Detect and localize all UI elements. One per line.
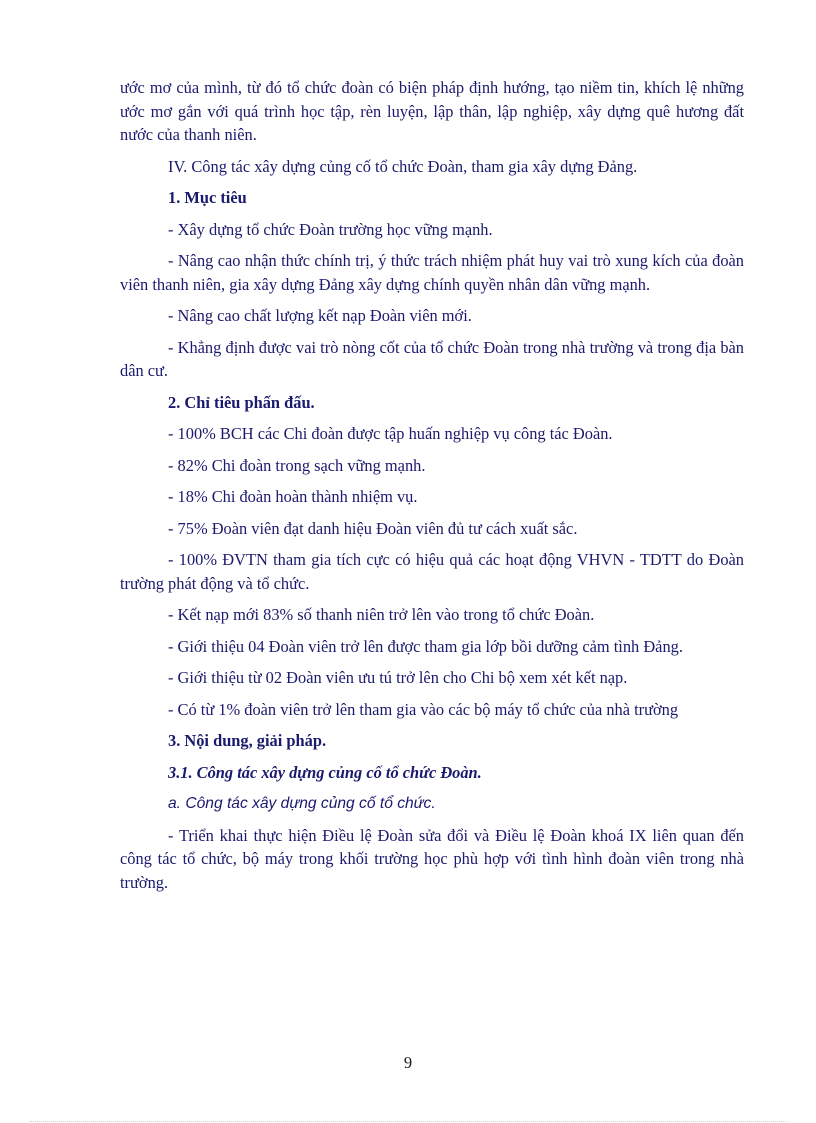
list-item: - 82% Chi đoàn trong sạch vững mạnh. [168,455,426,475]
list-item: - 100% BCH các Chi đoàn được tập huấn nghiệp vụ công tác Đoàn. [168,424,613,443]
paragraph-continuation: ước mơ của mình, từ đó tổ chức đoàn có biện pháp định hướng, tạo niềm tin, khích lệ những ước mơ gắn với quá trình học tập, rèn luyện, lập thân, lập nghiệp, xây dựng quê hương đất nước của thanh niên. [120,78,744,144]
heading-noi-dung: 3. Nội dung, giải pháp. [168,731,327,750]
list-item: - 75% Đoàn viên đạt danh hiệu Đoàn viên đủ tư cách xuất sắc. [168,518,578,538]
document-body [120,76,744,902]
list-item: - Nâng cao chất lượng kết nạp Đoàn viên mới. [168,306,472,325]
list-item: - 18% Chi đoàn hoàn thành nhiệm vụ. [168,487,418,506]
list-item: - Kết nạp mới 83% số thanh niên trở lên vào trong tổ chức Đoàn. [168,605,595,624]
list-item: - Giới thiệu 04 Đoàn viên trở lên được tham gia lớp bồi dưỡng cảm tình Đảng. [168,636,683,656]
subheading-a: a. Công tác xây dựng củng cố tổ chức. [168,795,436,812]
footer-divider [30,1121,786,1122]
list-item: - Xây dựng tổ chức Đoàn trường học vững mạnh. [168,219,493,239]
heading-chi-tieu: 2. Chỉ tiêu phấn đấu. [168,392,315,412]
heading-muc-tieu: 1. Mục tiêu [168,188,247,207]
subheading-3-1: 3.1. Công tác xây dựng củng cố tổ chức Đoàn. [168,762,482,782]
list-item: - Có từ 1% đoàn viên trở lên tham gia vào các bộ máy tổ chức của nhà trường [168,699,679,719]
list-item: - Khẳng định được vai trò nòng cốt của tổ chức Đoàn trong nhà trường và trong địa bàn dân cư. [120,337,744,380]
list-item: - Nâng cao nhận thức chính trị, ý thức trách nhiệm phát huy vai trò xung kích của đoàn viên thanh niên, gia xây dựng Đảng xây dựng chính quyền nhân dân vững mạnh. [120,251,744,294]
list-item: - Giới thiệu từ 02 Đoàn viên ưu tú trở lên cho Chi bộ xem xét kết nạp. [168,668,628,687]
list-item: - Triển khai thực hiện Điều lệ Đoàn sửa đổi và Điều lệ Đoàn khoá IX liên quan đến công tác tổ chức, bộ máy trong khối trường học phù hợp với tình hình đoàn viên trong nhà trường. [120,825,744,892]
page-number: 9 [403,1053,413,1072]
list-item: - 100% ĐVTN tham gia tích cực có hiệu quả các hoạt động VHVN - TDTT do Đoàn trường phát động và tổ chức. [120,550,744,593]
section-heading-iv: IV. Công tác xây dựng củng cố tổ chức Đoàn, tham gia xây dựng Đảng. [168,156,638,176]
